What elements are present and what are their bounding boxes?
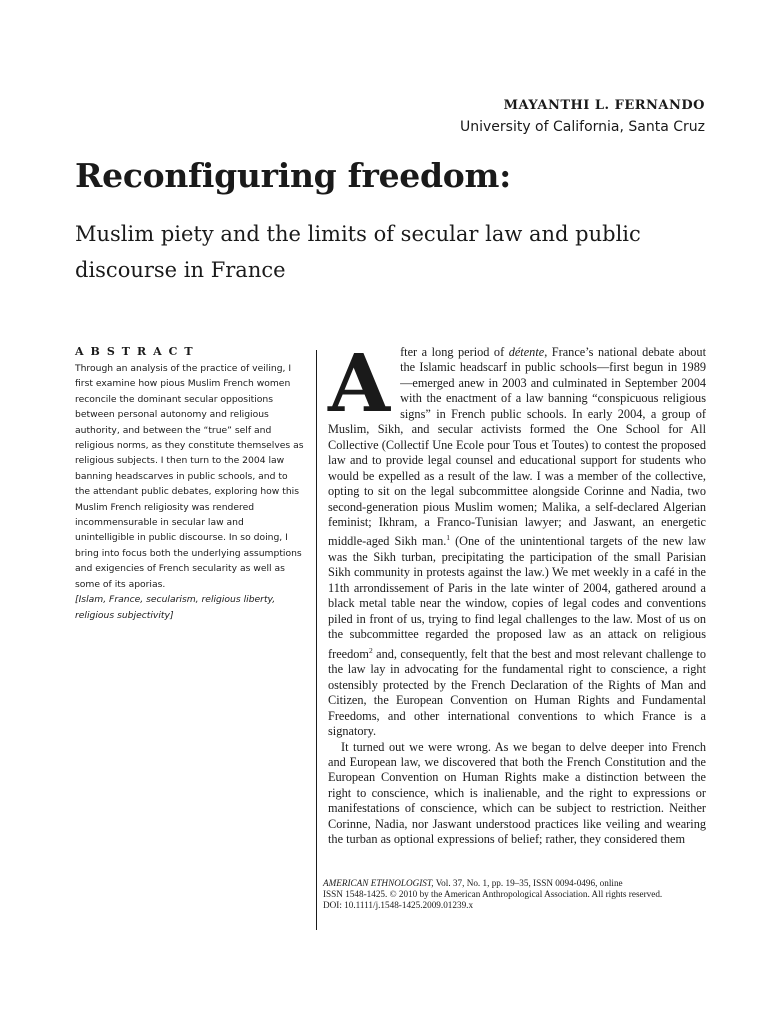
footer-line-2: ISSN 1548-1425. © 2010 by the American Anthropological Association. All rights reserved. bbox=[323, 889, 663, 899]
article-title: Reconfiguring freedom: bbox=[75, 156, 511, 195]
abstract-heading: ABSTRACT bbox=[75, 345, 200, 358]
body-paragraph-1 bbox=[328, 336, 706, 740]
p1-segment-c: (One of the unintentional targets of the new law was the Sikh turban, precipitating the participation of the small Parisian Sikh community in protests against the law.) We met weekly in a café in the 11th arrondissement of Paris in the late winter of 2004, gathered around a black metal table near the window, copies of legal codes and conventions piled in front of us, trying to find legal challenges to the law. Most of us on the subcommittee regarded the proposed law as an attack on religious freedom bbox=[328, 534, 706, 661]
abstract-text bbox=[75, 361, 305, 623]
footnote-marker-1[interactable]: 1 bbox=[446, 533, 451, 543]
p1-segment-d: and, consequently, felt that the best and most relevant challenge to the law lay in advocating for the fundamental right to conscience, a right ostensibly protected by the French Declaration of the Rights of Man and Citizen, the European Convention on Human Rights and Fundamental Freedoms, and other international conventions to which France is a signatory. bbox=[328, 646, 706, 739]
body-text bbox=[328, 336, 706, 848]
citation-footer bbox=[323, 878, 723, 911]
body-paragraph-2: It turned out we were wrong. As we began to delve deeper into French and European law, we discovered that both the French Constitution and the European Convention on Human Rights make a distinction between the right to conscience, which is inalienable, and the right to expressions or manifestations of conscience, which can be subject to restriction. Neither Corinne, Nadia, nor Jaswant understood practices like veiling and wearing the turban as optional expressions of belief; rather, they considered them bbox=[328, 739, 706, 847]
journal-citation: Vol. 37, No. 1, pp. 19–35, ISSN 0094-0496, online bbox=[433, 878, 623, 888]
column-divider bbox=[316, 350, 317, 930]
drop-cap: A bbox=[328, 336, 391, 430]
author-name: MAYANTHI L. FERNANDO bbox=[503, 98, 705, 113]
p1-detente: détente bbox=[508, 345, 545, 359]
abstract-body: Through an analysis of the practice of veiling, I first examine how pious Muslim French women reconcile the dominant secular oppositions between personal autonomy and religious authority, and between the “true” self and religious norms, as they constitute themselves as religious subjects. I then turn to the 2004 law banning headscarves in public schools, and to the attendant public debates, exploring how this Muslim French religiosity was rendered incommensurable in secular law and unintelligible in public discourse. In so doing, I bring into focus both the underlying assumptions and exigencies of French secularity as well as some of its aporias. bbox=[75, 363, 304, 590]
journal-name: AMERICAN ETHNOLOGIST, bbox=[323, 878, 434, 888]
footer-line-1 bbox=[323, 878, 723, 889]
abstract-keywords: [Islam, France, secularism, religious liberty, religious subjectivity] bbox=[75, 594, 276, 621]
p1-segment-a: fter a long period of bbox=[400, 345, 509, 359]
abstract-section bbox=[75, 344, 305, 623]
footnote-marker-2[interactable]: 2 bbox=[368, 645, 373, 655]
p1-segment-b: , France’s national debate about the Islamic headscarf in public schools—first begun in 1989—emerged anew in 2003 and culminated in September 2004 with the enactment of a law banning “conspicuous religious signs” in French public schools. In early 2004, a group of Muslim, Sikh, and secular activists formed the One School for All Collective (Collectif Une Ecole pour Tous et Toutes) to contest the proposed law and to provide legal counsel and educational support for students who would be expelled as a result of the law. I was a member of the collective, opting to sit on the legal subcommittee alongside Corinne and Nadia, two second-generation pious Muslim women; Malika, a self-declared Algerian feminist; Ikhram, a Franco-Tunisian lawyer; and Jaswant, an energetic middle-aged Sikh man. bbox=[328, 345, 706, 549]
article-subtitle: Muslim piety and the limits of secular law and public discourse in France bbox=[75, 222, 641, 282]
author-block bbox=[460, 96, 705, 138]
footer-doi[interactable]: DOI: 10.1111/j.1548-1425.2009.01239.x bbox=[323, 900, 474, 910]
author-affiliation: University of California, Santa Cruz bbox=[459, 119, 705, 135]
